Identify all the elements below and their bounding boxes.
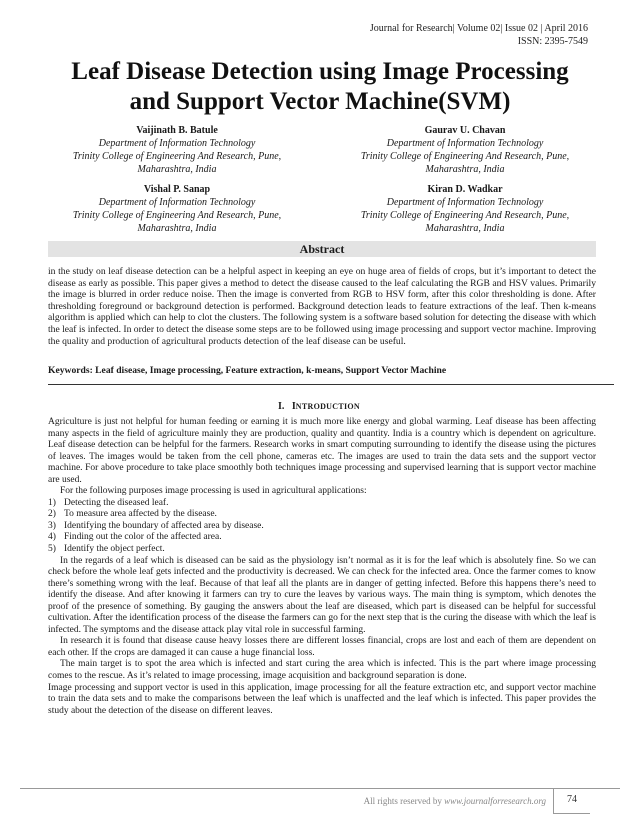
title-line-2: and Support Vector Machine(SVM) xyxy=(129,88,511,115)
list-text: Identify the object perfect. xyxy=(64,544,165,555)
author-location: Maharashtra, India xyxy=(425,164,505,175)
journal-line: Journal for Research| Volume 02| Issue 02 | April 2016 xyxy=(369,23,588,34)
list-number: 5) xyxy=(48,544,56,555)
list-text: Detecting the diseased leaf. xyxy=(64,497,169,508)
section-number: I. xyxy=(277,401,285,412)
list-text: Identifying the boundary of affected area by disease. xyxy=(64,520,264,531)
abstract-heading: Abstract xyxy=(48,241,596,257)
author-dept: Department of Information Technology xyxy=(386,138,544,149)
author-college: Trinity College of Engineering And Research, Pune, xyxy=(72,151,282,162)
author-dept: Department of Information Technology xyxy=(386,197,544,208)
list-number: 3) xyxy=(48,520,56,531)
list-text: Finding out the color of the affected area. xyxy=(64,532,222,543)
author-location: Maharashtra, India xyxy=(425,223,505,234)
issn: ISSN: 2395-7549 xyxy=(517,36,588,47)
paragraph: The main target is to spot the area which is infected and start curing the area which is infected. This is the part where image processing comes to the rescue. As it’s related to image processing, image acquisition and background separation is done. xyxy=(48,659,596,682)
body-text xyxy=(48,417,596,717)
paragraph: Agriculture is just not helpful for human feeding or earning it is much more like energy and global warming. Leaf disease has been affecting many aspects in the field of agriculture mainly they are production, quality and quantity. India is a country which is dependent on agriculture. Leaf disease detection can be helpful for the farmers. Research works in smart computing surrounding to identify the disease using the pictures of leaves. The images would be taken from the cell phone, cameras etc. The images are used to train the data sets and the support vector machine. For above procedure to take place smoothly both techniques image processing and supervised learning that is support vector machine are used. xyxy=(48,417,596,485)
author-dept: Department of Information Technology xyxy=(98,197,256,208)
paragraph: Image processing and support vector is used in this application, image processing for all the feature extraction etc, and support vector machine to train the data sets and to make the comparisons between the leaf which is unaffected and the leaf which is infected. This paper provides the study about the detection of the disease on different leaves. xyxy=(48,682,596,716)
page-number: 74 xyxy=(553,789,590,814)
abstract-text: in the study on leaf disease detection can be a helpful aspect in keeping an eye on huge area of fields of crops, but it’s important to detect the disease as early as possible. This paper gives a method to detect the disease caused to the leaf calculating the RGB and HSV values. Primarily the image is blurred in order reduce noise. Then the image is converted from RGB to HSV form, after this color thresholding is done. After thresholding foreground or background detection is performed. Background detection leads to feature extractions of the leaf. Then k-means algorithm is applied which can help to clot the clusters. The following system is a software based solution for detecting the disease with which the leaf is infected. In order to detect the disease some steps are to be followed using image processing and support vector machine. Improving the quality and production of agricultural products detection of the leaf disease can be useful. xyxy=(48,266,597,347)
author-name: Vaijinath B. Batule xyxy=(136,125,218,136)
author-block xyxy=(42,183,312,235)
list-item xyxy=(48,532,596,544)
author-block xyxy=(330,183,600,235)
list-number: 4) xyxy=(48,532,56,543)
footer-divider xyxy=(20,788,620,789)
list-text: To measure area affected by the disease. xyxy=(64,509,217,520)
author-block xyxy=(42,124,312,176)
title-line-1: Leaf Disease Detection using Image Processing xyxy=(71,58,569,85)
author-name: Vishal P. Sanap xyxy=(143,184,211,195)
author-college: Trinity College of Engineering And Research, Pune, xyxy=(360,151,570,162)
rights-text: All rights reserved by xyxy=(363,796,442,806)
section-heading xyxy=(0,401,638,413)
paragraph: For the following purposes image processing is used in agricultural applications: xyxy=(60,486,367,497)
journal-header xyxy=(370,22,588,48)
author-location: Maharashtra, India xyxy=(137,164,217,175)
section-first-letter: I xyxy=(291,401,296,412)
section-divider xyxy=(48,384,614,385)
author-name: Kiran D. Wadkar xyxy=(427,184,503,195)
paragraph: In the regards of a leaf which is diseased can be said as the physiology isn’t normal as it is for the leaf which is absolutely fine. So we can check before the whole leaf gets infected and the productivity is decreased. We can check for the infected area. Once the farmer comes to know there’s something wrong with the leaf. Because of that leaf all the plants are in danger of getting infected. Before this happens there’s need to identify the disease. And after knowing it farmers can try to cure the leaves by various ways. The main thing is symptom, which denotes the proof of the presence of something. By gauging the answers about the leaf are diseased, which part is diseased can be helpful for successful cultivation. After the identification process of the disease the farmers can go for the next step that is the curing the disease with which the leaf is infected. The symptoms and the disease attack play vital role in successful farming. xyxy=(48,555,596,635)
list-number: 1) xyxy=(48,497,56,508)
author-dept: Department of Information Technology xyxy=(98,138,256,149)
list-item xyxy=(48,544,596,556)
footer-rights xyxy=(364,796,546,806)
list-number: 2) xyxy=(48,509,56,520)
journal-site-link[interactable]: www.journalforresearch.org xyxy=(444,796,546,806)
author-block xyxy=(330,124,600,176)
author-name: Gaurav U. Chavan xyxy=(424,125,506,136)
paper-title xyxy=(40,57,600,117)
list-item xyxy=(48,509,596,521)
paragraph: In research it is found that disease cause heavy losses there are different losses financial, crops are lost and each of them are dependent on each other. If the crops are damaged it can cause a huge financial loss. xyxy=(48,636,596,658)
list-item xyxy=(48,521,596,533)
author-college: Trinity College of Engineering And Research, Pune, xyxy=(72,210,282,221)
author-location: Maharashtra, India xyxy=(137,223,217,234)
section-title-rest: NTRODUCTION xyxy=(295,402,360,411)
author-college: Trinity College of Engineering And Research, Pune, xyxy=(360,210,570,221)
keywords: Keywords: Leaf disease, Image processing, Feature extraction, k-means, Support Vector Machine xyxy=(48,365,447,376)
list-item xyxy=(48,498,596,510)
